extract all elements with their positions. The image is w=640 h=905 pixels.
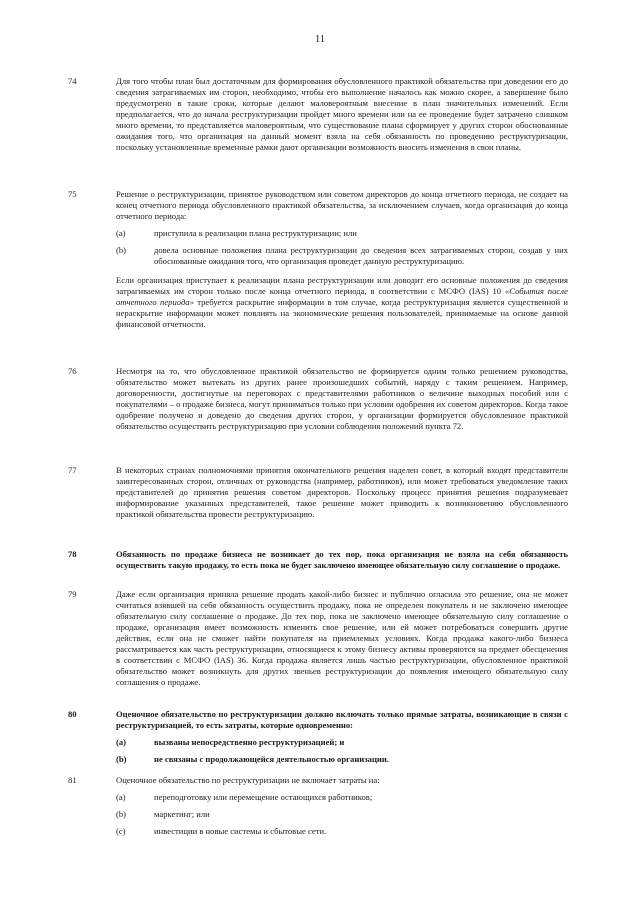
paragraph-75 [68, 189, 568, 331]
list-item-text: маркетинг; или [154, 809, 210, 820]
paragraph-74 [68, 76, 568, 153]
list-item-label: (b) [116, 245, 127, 256]
paragraph-text: Обязанность по продаже бизнеса не возникает до тех пор, пока организация не взяла на себя обязанность осуществить такую продажу, то есть пока не будет заключено имеющее обязательную силу соглашение о продаже. [116, 549, 568, 571]
list-item [116, 826, 568, 837]
paragraph-number: 79 [68, 589, 77, 599]
paragraph-81 [68, 775, 568, 837]
paragraph-78 [68, 549, 568, 571]
list-item-text: довела основные положения плана реструктуризации до сведения всех затрагиваемых сторон, создав у них обоснованные ожидания того, что организация проведет данную реструктуризацию. [154, 245, 568, 267]
paragraph-text: Решение о реструктуризации, принятое руководством или советом директоров до конца отчетного периода, не создает на конец отчетного периода обусловленного практикой обязательства, за исключением случаев, когда организация до конца отчетного периода: [116, 189, 568, 222]
list-item-label: (a) [116, 228, 126, 239]
paragraph-text: В некоторых странах полномочиями принятия окончательного решения наделен совет, в который входят представители заинтересованных сторон, отличных от руководства (например, работников), или может требоваться уведомление таких представителей до принятия решения советом директоров. Поскольку процесс принятия решения подразумевает информирование указанных представителей, такое решение может приводить к возникновению обусловленного практикой обязательства провести реструктуризацию. [116, 465, 568, 520]
paragraph-77 [68, 465, 568, 520]
page-number: 11 [314, 34, 326, 45]
list-item-label: (a) [116, 737, 127, 748]
list-item [116, 754, 568, 765]
paragraph-number: 77 [68, 465, 77, 475]
list-item-label: (a) [116, 792, 126, 803]
paragraph-number: 75 [68, 189, 77, 199]
list-item-label: (c) [116, 826, 126, 837]
list-item [116, 792, 568, 803]
list-item [116, 809, 568, 820]
list-item [116, 737, 568, 748]
standard-title: «События после отчетного периода» [116, 286, 568, 308]
list-item-text: инвестиции в новые системы и сбытовые сети. [154, 826, 327, 837]
paragraph-number: 76 [68, 366, 77, 376]
paragraph-text: Оценочное обязательство по реструктуризации должно включать только прямые затраты, возникающие в связи с реструктуризацией, то есть затраты, которые одновременно: [116, 709, 568, 731]
paragraph-number: 80 [68, 709, 77, 719]
paragraph-number: 81 [68, 775, 77, 785]
list-item-text: переподготовку или перемещение остающихся работников; [154, 792, 373, 803]
paragraph-number: 78 [68, 549, 77, 559]
list-item-label: (b) [116, 809, 127, 820]
list-item-text: приступила к реализации плана реструктуризации; или [154, 228, 357, 239]
paragraph-text: Оценочное обязательство по реструктуризации не включает затраты на: [116, 775, 380, 785]
paragraph-80 [68, 709, 568, 765]
paragraph-text: Несмотря на то, что обусловленное практикой обязательство не формируется одним только решением руководства, обязательство может вытекать из других ранее произошедших событий, наряду с таким решением. Например, договоренности, достигнутые на переговорах с представителями работников о величине выходных пособий или с покупателями – о продаже бизнеса, могут приниматься только при условии одобрения их советом директоров. Когда такое одобрение получено и доведено до сведения других сторон, у организации формируется обусловленное практикой обязательство осуществить реструктуризацию при условии соблюдения положений пункта 72. [116, 366, 568, 432]
list-item [116, 228, 568, 239]
paragraph-76 [68, 366, 568, 432]
paragraph-text: Даже если организация приняла решение продать какой-либо бизнес и публично огласила это решение, она не может считаться взявшей на себя обязанность осуществить продажу, пока не определен покупатель и не заключено имеющее обязательную силу соглашение о продаже. До тех пор, пока не заключено имеющее обязательную силу соглашение о продаже, организация имеет возможность изменить свое решение, или ей может потребоваться совершить другие действия, если она не сможет найти покупателя на приемлемых условиях. Когда продажа какого-либо бизнеса рассматривается как часть реструктуризации, относящиеся к этому бизнесу активы проверяются на предмет обесценения в соответствии с МСФО (IAS) 36. Когда продажа является лишь частью реструктуризации, обусловленное практикой обязательство может возникнуть для других звеньев реструктуризации до появления имеющего обязательную силу соглашения о продаже. [116, 589, 568, 688]
list-item-label: (b) [116, 754, 127, 765]
continuation-text: Если организация приступает к реализации плана реструктуризации или доводит его основные положения до сведения затрагиваемых им сторон только после конца отчетного периода, в соответствии с МСФО (IAS) 10 [116, 275, 568, 297]
list-item [116, 245, 568, 267]
paragraph-continuation [116, 275, 568, 330]
paragraph-number: 74 [68, 76, 77, 86]
paragraph-text: Для того чтобы план был достаточным для формирования обусловленного практикой обязательства при доведении его до сведения затрагиваемых им сторон, необходимо, чтобы его выполнение началось как можно скорее, а завершение было предусмотрено в такие сроки, которые делают маловероятным внесение в план значительных изменений. Если предполагается, что до начала реструктуризации пройдет много времени или на ее проведение будет затрачено слишком много времени, то представляется маловероятным, что существование плана сформирует у других сторон обоснованные ожидания того, что организация на данный момент взяла на себя обязанность по проведению реструктуризации, поскольку установленные временные рамки дают организации возможность вносить изменения в свои планы. [116, 76, 568, 153]
list-item-text: вызваны непосредственно реструктуризацией; и [154, 737, 345, 748]
list-item-text: не связаны с продолжающейся деятельностью организации. [154, 754, 389, 765]
continuation-text: требуется раскрытие информации в том случае, когда реструктуризация является существенной и нераскрытие информации может повлиять на экономические решения пользователей, принимаемые на основе данной финансовой отчетности. [116, 297, 568, 330]
paragraph-79 [68, 589, 568, 688]
